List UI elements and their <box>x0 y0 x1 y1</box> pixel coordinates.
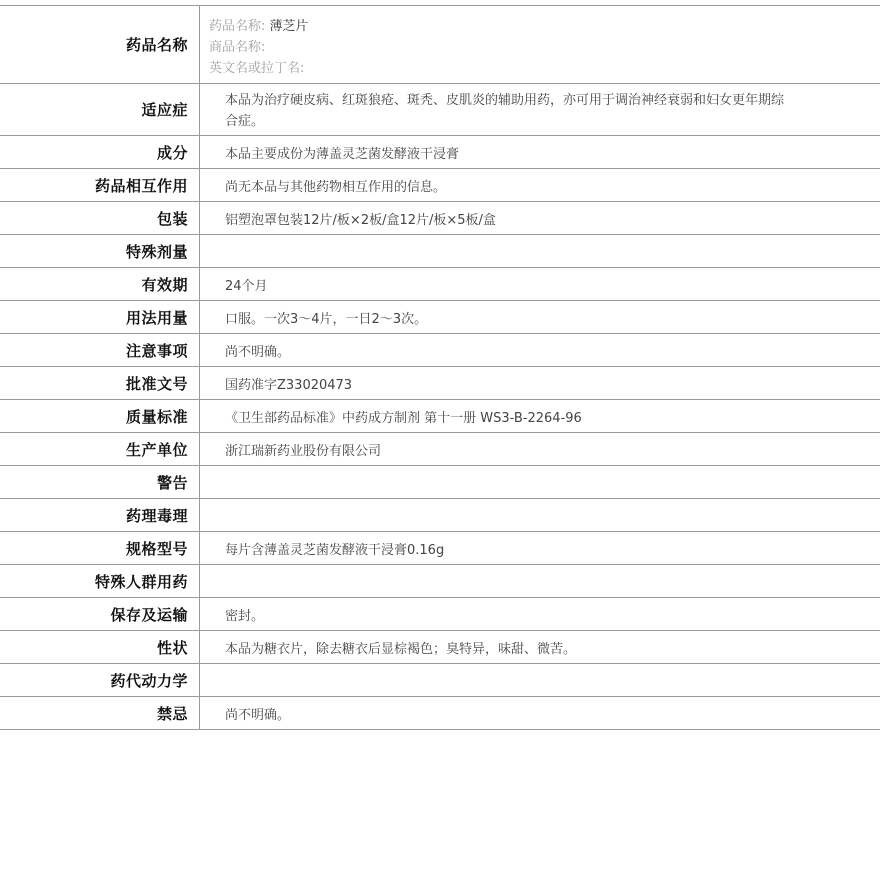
storage-label: 保存及运输 <box>0 598 200 630</box>
specification-value: 每片含薄盖灵芝菌发酵液干浸膏0.16g <box>225 542 445 558</box>
english-name-key: 英文名或拉丁名: <box>209 61 305 76</box>
specification-label: 规格型号 <box>0 532 200 564</box>
contraindications-value: 尚不明确。 <box>225 707 291 723</box>
packaging-value: 铝塑泡罩包装12片/板×2板/盒12片/板×5板/盒 <box>225 212 496 228</box>
approval-number-label: 批准文号 <box>0 367 200 399</box>
special-population-label: 特殊人群用药 <box>0 565 200 597</box>
table-row <box>0 367 880 400</box>
generic-name-line <box>209 16 309 37</box>
generic-name-key: 药品名称: <box>209 19 266 34</box>
ingredients-label: 成分 <box>0 136 200 168</box>
ingredients-value: 本品主要成份为薄盖灵芝菌发酵液干浸膏 <box>225 146 460 162</box>
description-value: 本品为糖衣片，除去糖衣后显棕褐色；臭特异，味甜、微苦。 <box>225 641 577 657</box>
table-row <box>0 532 880 565</box>
table-row <box>0 631 880 664</box>
table-row <box>0 433 880 466</box>
manufacturer-label: 生产单位 <box>0 433 200 465</box>
quality-standard-label: 质量标准 <box>0 400 200 432</box>
table-row <box>0 136 880 169</box>
pharmacology-label: 药理毒理 <box>0 499 200 531</box>
table-row <box>0 697 880 730</box>
table-row <box>0 235 880 268</box>
precautions-label: 注意事项 <box>0 334 200 366</box>
interactions-value: 尚无本品与其他药物相互作用的信息。 <box>225 179 447 195</box>
manufacturer-value: 浙江瑞新药业股份有限公司 <box>225 443 382 459</box>
table-row <box>0 565 880 598</box>
indications-label: 适应症 <box>0 84 200 135</box>
drug-info-table <box>0 5 880 730</box>
table-row <box>0 169 880 202</box>
warning-label: 警告 <box>0 466 200 498</box>
shelf-life-label: 有效期 <box>0 268 200 300</box>
table-row <box>0 400 880 433</box>
pharmacokinetics-label: 药代动力学 <box>0 664 200 696</box>
pharmacokinetics-value <box>200 664 880 696</box>
special-population-value <box>200 565 880 597</box>
interactions-label: 药品相互作用 <box>0 169 200 201</box>
table-row <box>0 664 880 697</box>
table-row <box>0 202 880 235</box>
shelf-life-value: 24个月 <box>225 278 268 294</box>
usage-dosage-value: 口服。一次3～4片，一日2～3次。 <box>225 311 428 327</box>
trade-name-key: 商品名称: <box>209 40 266 55</box>
drug-name-label: 药品名称 <box>0 6 200 83</box>
table-row <box>0 268 880 301</box>
approval-number-value: 国药准字Z33020473 <box>225 377 353 393</box>
special-dosage-value <box>200 235 880 267</box>
special-dosage-label: 特殊剂量 <box>0 235 200 267</box>
table-row <box>0 334 880 367</box>
storage-value: 密封。 <box>225 608 265 624</box>
description-label: 性状 <box>0 631 200 663</box>
table-row <box>0 466 880 499</box>
drug-name-row <box>0 6 880 84</box>
trade-name-line <box>209 37 309 58</box>
warning-value <box>200 466 880 498</box>
table-row <box>0 499 880 532</box>
table-row <box>0 598 880 631</box>
indications-value: 本品为治疗硬皮病、红斑狼疮、斑秃、皮肌炎的辅助用药，亦可用于调治神经衰弱和妇女更年期综合症。 <box>225 93 785 129</box>
quality-standard-value: 《卫生部药品标准》中药成方制剂 第十一册 WS3-B-2264-96 <box>225 410 582 426</box>
packaging-label: 包装 <box>0 202 200 234</box>
pharmacology-value <box>200 499 880 531</box>
table-row <box>0 301 880 334</box>
drug-name-details <box>200 6 309 83</box>
precautions-value: 尚不明确。 <box>225 344 291 360</box>
contraindications-label: 禁忌 <box>0 697 200 729</box>
generic-name-value: 薄芝片 <box>269 19 309 34</box>
english-name-line <box>209 58 309 79</box>
usage-dosage-label: 用法用量 <box>0 301 200 333</box>
table-row <box>0 84 880 136</box>
